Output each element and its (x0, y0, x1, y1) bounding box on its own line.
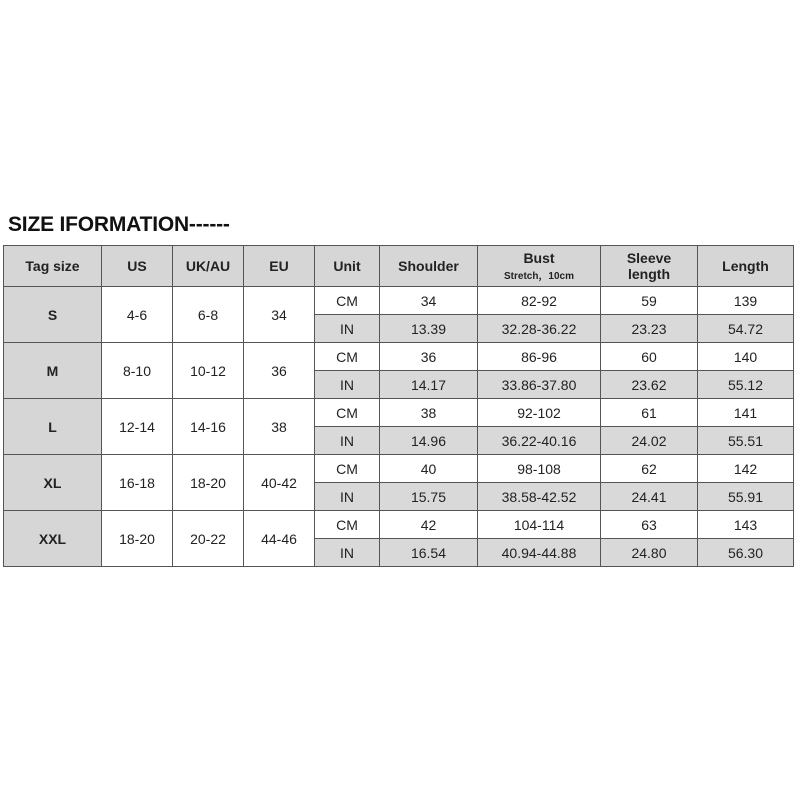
page-title: SIZE IFORMATION------ (8, 213, 230, 236)
tag-size-cell: M (4, 343, 102, 399)
bust-in-cell: 36.22-40.16 (478, 427, 601, 455)
length-in-cell: 55.12 (698, 371, 794, 399)
sleeve-cm-cell: 60 (601, 343, 698, 371)
sleeve-in-cell: 24.80 (601, 539, 698, 567)
bust-in-cell: 40.94-44.88 (478, 539, 601, 567)
uk-au-size-cell: 10-12 (173, 343, 244, 399)
length-in-cell: 54.72 (698, 315, 794, 343)
length-cm-cell: 143 (698, 511, 794, 539)
sleeve-cm-cell: 59 (601, 287, 698, 315)
header-uk-au: UK/AU (173, 246, 244, 287)
header-length: Length (698, 246, 794, 287)
uk-au-size-cell: 6-8 (173, 287, 244, 343)
shoulder-cm-cell: 38 (380, 399, 478, 427)
uk-au-size-cell: 14-16 (173, 399, 244, 455)
bust-in-cell: 33.86-37.80 (478, 371, 601, 399)
header-eu: EU (244, 246, 315, 287)
shoulder-in-cell: 13.39 (380, 315, 478, 343)
header-bust (478, 246, 601, 287)
tag-size-cell: L (4, 399, 102, 455)
length-cm-cell: 142 (698, 455, 794, 483)
shoulder-in-cell: 14.96 (380, 427, 478, 455)
sleeve-cm-cell: 61 (601, 399, 698, 427)
us-size-cell: 18-20 (102, 511, 173, 567)
shoulder-cm-cell: 34 (380, 287, 478, 315)
header-shoulder: Shoulder (380, 246, 478, 287)
eu-size-cell: 34 (244, 287, 315, 343)
us-size-cell: 4-6 (102, 287, 173, 343)
unit-cm-cell: CM (315, 343, 380, 371)
size-chart-table (3, 245, 794, 567)
sleeve-in-cell: 24.41 (601, 483, 698, 511)
size-chart-body (4, 287, 794, 567)
shoulder-in-cell: 15.75 (380, 483, 478, 511)
sleeve-cm-cell: 62 (601, 455, 698, 483)
header-sleeve-line1: Sleeve (626, 250, 672, 266)
eu-size-cell: 44-46 (244, 511, 315, 567)
bust-cm-cell: 98-108 (478, 455, 601, 483)
table-row (4, 455, 794, 483)
sleeve-in-cell: 23.23 (601, 315, 698, 343)
uk-au-size-cell: 20-22 (173, 511, 244, 567)
shoulder-cm-cell: 36 (380, 343, 478, 371)
bust-cm-cell: 104-114 (478, 511, 601, 539)
bust-cm-cell: 92-102 (478, 399, 601, 427)
header-unit: Unit (315, 246, 380, 287)
length-in-cell: 55.91 (698, 483, 794, 511)
header-sleeve-line2: length (628, 266, 670, 282)
sleeve-in-cell: 24.02 (601, 427, 698, 455)
unit-in-cell: IN (315, 427, 380, 455)
tag-size-cell: S (4, 287, 102, 343)
unit-cm-cell: CM (315, 287, 380, 315)
eu-size-cell: 38 (244, 399, 315, 455)
header-row (4, 246, 794, 287)
bust-in-cell: 32.28-36.22 (478, 315, 601, 343)
us-size-cell: 8-10 (102, 343, 173, 399)
unit-in-cell: IN (315, 371, 380, 399)
length-cm-cell: 141 (698, 399, 794, 427)
shoulder-cm-cell: 42 (380, 511, 478, 539)
header-bust-label: Bust (523, 250, 555, 266)
length-in-cell: 55.51 (698, 427, 794, 455)
table-row (4, 399, 794, 427)
tag-size-cell: XL (4, 455, 102, 511)
table-row (4, 287, 794, 315)
header-us: US (102, 246, 173, 287)
header-bust-note: Stretch，10cm (503, 271, 575, 282)
length-in-cell: 56.30 (698, 539, 794, 567)
length-cm-cell: 139 (698, 287, 794, 315)
bust-cm-cell: 86-96 (478, 343, 601, 371)
unit-in-cell: IN (315, 315, 380, 343)
unit-in-cell: IN (315, 539, 380, 567)
shoulder-in-cell: 16.54 (380, 539, 478, 567)
us-size-cell: 12-14 (102, 399, 173, 455)
unit-cm-cell: CM (315, 511, 380, 539)
shoulder-cm-cell: 40 (380, 455, 478, 483)
header-tag-size: Tag size (4, 246, 102, 287)
bust-in-cell: 38.58-42.52 (478, 483, 601, 511)
tag-size-cell: XXL (4, 511, 102, 567)
length-cm-cell: 140 (698, 343, 794, 371)
shoulder-in-cell: 14.17 (380, 371, 478, 399)
table-row (4, 511, 794, 539)
eu-size-cell: 36 (244, 343, 315, 399)
uk-au-size-cell: 18-20 (173, 455, 244, 511)
us-size-cell: 16-18 (102, 455, 173, 511)
unit-cm-cell: CM (315, 455, 380, 483)
table-row (4, 343, 794, 371)
unit-in-cell: IN (315, 483, 380, 511)
sleeve-cm-cell: 63 (601, 511, 698, 539)
header-sleeve-length (601, 246, 698, 287)
sleeve-in-cell: 23.62 (601, 371, 698, 399)
unit-cm-cell: CM (315, 399, 380, 427)
eu-size-cell: 40-42 (244, 455, 315, 511)
bust-cm-cell: 82-92 (478, 287, 601, 315)
